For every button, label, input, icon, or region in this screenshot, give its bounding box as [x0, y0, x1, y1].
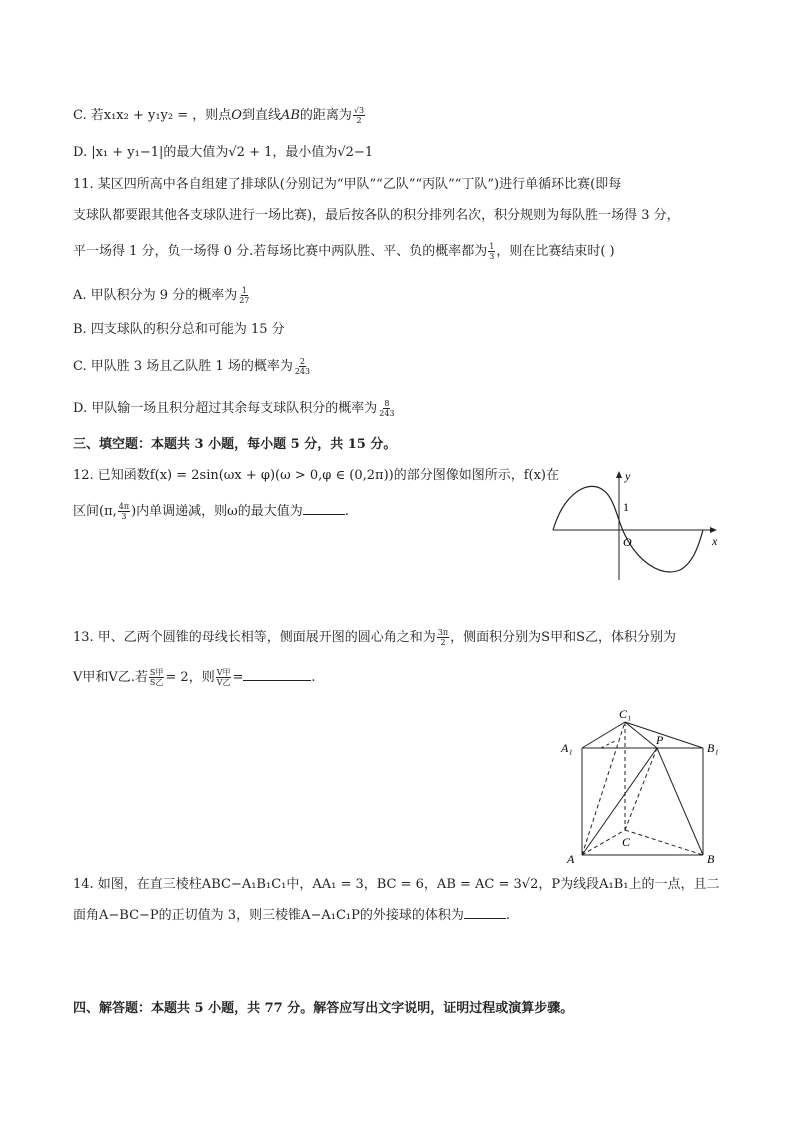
label-c1: C₁	[619, 707, 632, 721]
q11-stem-line2: 支球队都要跟其他各支球队进行一场比赛)，最后按各队的积分排列名次，积分规则为每队胜一场得 3 分，	[73, 208, 680, 223]
q10-option-c: C. 若x₁x₂ + y₁y₂ = ，则点O到直线AB的距离为 $\frac{√3}{2}$	[73, 106, 365, 125]
label-c: C	[622, 835, 631, 849]
q11-stem-line3: 平一场得 1 分，负一场得 0 分.若每场比赛中两队胜、平、负的概率都为 $\frac{1}{3}$ ，则在比赛结束时( )	[73, 242, 615, 261]
label-p: P	[656, 733, 664, 747]
label-b: B	[707, 852, 715, 866]
q10-option-d: D. |x₁ + y₁−1|的最大值为√2 + 1，最小值为√2−1	[73, 145, 374, 160]
q11-option-b: B. 四支球队的积分总和可能为 15 分	[73, 322, 285, 337]
q12-stem-line1: 12. 已知函数f(x) = 2sin(ωx + φ)(ω > 0,φ ∈ (0,2π))的部分图像如图所示，f(x)在	[73, 468, 560, 483]
answer-blank	[464, 906, 506, 919]
q14-stem-line1: 14. 如图，在直三棱柱ABC−A₁B₁C₁中，AA₁ = 3，BC = 6，AB = AC = 3√2，P为线段A₁B₁上的一点，且二	[73, 877, 720, 892]
q11-stem-line1: 11. 某区四所高中各自组建了排球队(分别记为“甲队”“乙队”“丙队”“丁队”)进行单循环比赛(即每	[73, 177, 622, 192]
q14-stem-line2: 面角A−BC−P的正切值为 3，则三棱锥A−A₁C₁P的外接球的体积为 .	[73, 908, 510, 923]
answer-blank	[243, 668, 311, 681]
x-axis-arrow-icon	[710, 527, 717, 533]
q11-option-c: C. 甲队胜 3 场且乙队胜 1 场的概率为 $\frac{2}{243}$	[73, 357, 311, 376]
q11-option-a: A. 甲队积分为 9 分的概率为 $\frac{1}{27}$	[73, 286, 250, 305]
q12-sine-graph	[545, 460, 725, 585]
origin-label: O	[623, 535, 632, 549]
tick-label-1: 1	[623, 500, 629, 514]
q13-stem-line2: V甲和V乙.若 $\frac{\text{S甲}}{\text{S乙}}$ = 2，则 $\frac{\text{V甲}}{\text{V乙}}$ = .	[73, 668, 316, 687]
x-axis-label: x	[712, 534, 718, 548]
section3-heading: 三、填空题：本题共 3 小题，每小题 5 分，共 15 分。	[73, 437, 397, 452]
label-b1: B₁	[707, 741, 719, 755]
y-axis-arrow-icon	[616, 471, 622, 478]
q14-prism-figure	[555, 700, 735, 870]
label-a1: A₁	[561, 741, 573, 755]
answer-blank	[303, 502, 345, 515]
q13-stem-line1: 13. 甲、乙两个圆锥的母线长相等，侧面展开图的圆心角之和为 $\frac{3\pi}{2}$ ，侧面积分别为S甲和S乙，体积分别为	[73, 628, 676, 647]
y-axis-label: y	[625, 469, 631, 483]
label-a: A	[567, 852, 575, 866]
section4-heading: 四、解答题：本题共 5 小题，共 77 分。解答应写出文字说明，证明过程或演算步骤。	[73, 1001, 574, 1016]
q11-option-d: D. 甲队输一场且积分超过其余每支球队积分的概率为 $\frac{8}{243}$	[73, 399, 395, 418]
q12-stem-line2: 区间(π, $\frac{4\pi}{3}$ )内单调递减，则ω的最大值为 .	[73, 502, 349, 521]
